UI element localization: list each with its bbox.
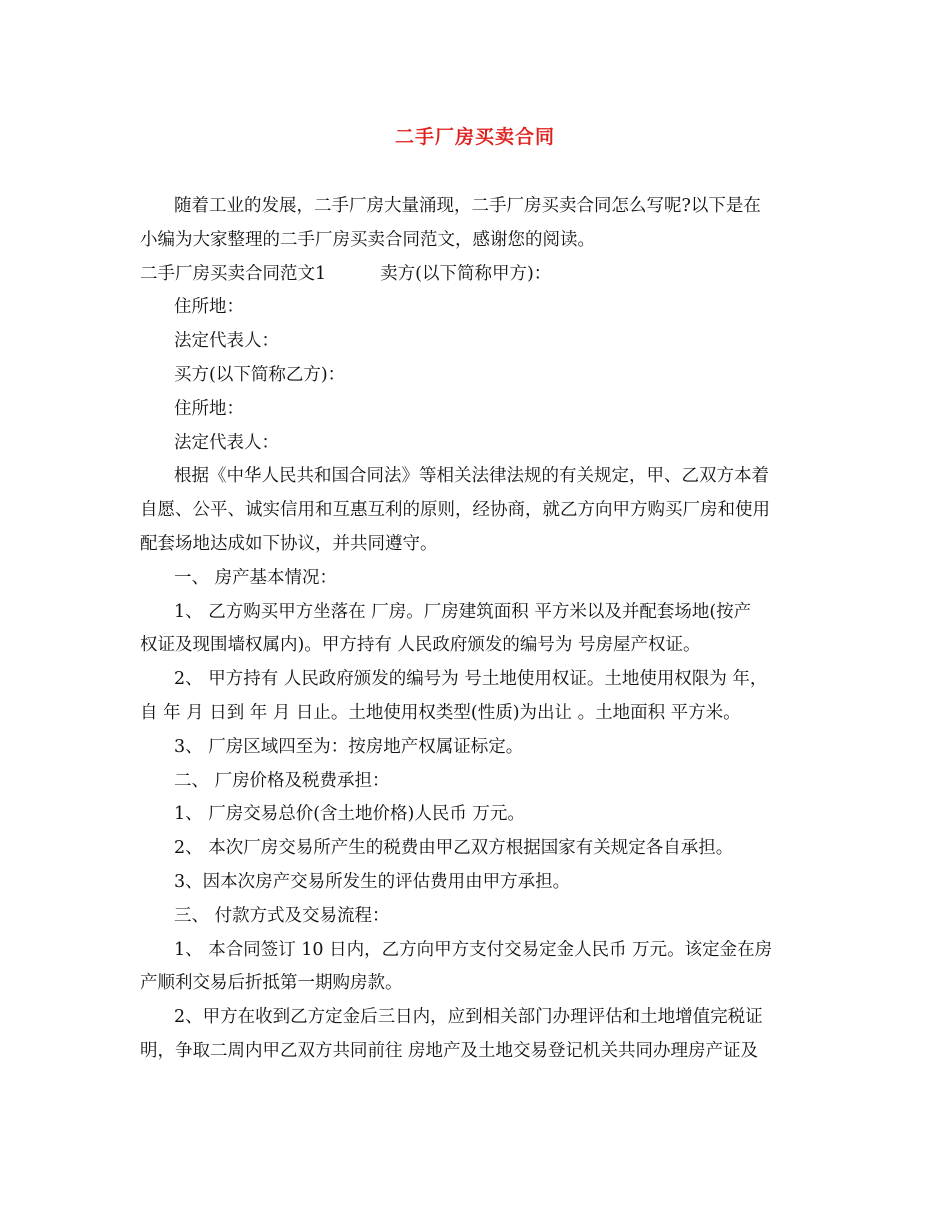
buyer-address-label: 住所地： [174, 398, 244, 419]
seller-representative-label: 法定代表人： [174, 331, 279, 352]
clause-line: 明，争取二周内甲乙双方共同前往 房地产及土地交易登记机关共同办理房产证及 [140, 1040, 759, 1061]
sample-heading-line [140, 258, 820, 292]
clause-line: 2、 甲方持有 人民政府颁发的编号为 号土地使用权证。土地使用权限为 年， [174, 669, 768, 690]
clause-line: 自 年 月 日到 年 月 日止。土地使用权类型(性质)为出让 。土地面积 平方米。 [140, 702, 741, 723]
document-title: 二手厂房买卖合同 [394, 126, 555, 148]
clause-line: 3、因本次房产交易所发生的评估费用由甲方承担。 [174, 871, 571, 892]
sample-heading: 二手厂房买卖合同范文1 [140, 263, 327, 284]
preamble-line: 自愿、公平、诚实信用和互惠互利的原则，经协商，就乙方向甲方购买厂房和使用 [140, 500, 770, 521]
clause-line: 产顺利交易后折抵第一期购房款。 [140, 973, 403, 994]
clause-line: 2、 本次厂房交易所产生的税费由甲乙双方根据国家有关规定各自承担。 [174, 838, 734, 859]
clause-line: 1、 厂房交易总价(含土地价格)人民币 万元。 [174, 804, 525, 825]
clause-line: 2、甲方在收到乙方定金后三日内，应到相关部门办理评估和土地增值完税证 [174, 1007, 763, 1028]
seller-address-label: 住所地： [174, 297, 244, 318]
clause-line: 权证及现围墙权属内)。甲方持有 人民政府颁发的编号为 号房屋产权证。 [140, 635, 701, 656]
clause-line: 1、 本合同签订 10 日内，乙方向甲方支付交易定金人民币 万元。该定金在房 [174, 939, 773, 960]
buyer-representative-label: 法定代表人： [174, 432, 279, 453]
clause-line: 3、 厂房区域四至为：按房地产权属证标定。 [174, 736, 524, 757]
section-heading: 二、 厂房价格及税费承担： [174, 770, 390, 791]
preamble-line: 根据《中华人民共和国合同法》等相关法律法规的有关规定，甲、乙双方本着 [174, 466, 769, 487]
preamble-line: 配套场地达成如下协议，并共同遵守。 [140, 533, 438, 554]
buyer-label: 买方(以下简称乙方)： [174, 364, 346, 385]
intro-paragraph-line: 随着工业的发展，二手厂房大量涌现，二手厂房买卖合同怎么写呢?以下是在 [174, 196, 761, 216]
seller-label: 卖方(以下简称甲方)： [380, 263, 552, 284]
clause-line: 1、 乙方购买甲方坐落在 厂房。厂房建筑面积 平方米以及并配套场地(按产 [174, 601, 752, 622]
section-heading: 一、 房产基本情况： [174, 567, 338, 588]
intro-paragraph-line: 小编为大家整理的二手厂房买卖合同范文，感谢您的阅读。 [140, 229, 595, 250]
section-heading: 三、 付款方式及交易流程： [174, 905, 390, 926]
document-body [140, 190, 820, 1069]
